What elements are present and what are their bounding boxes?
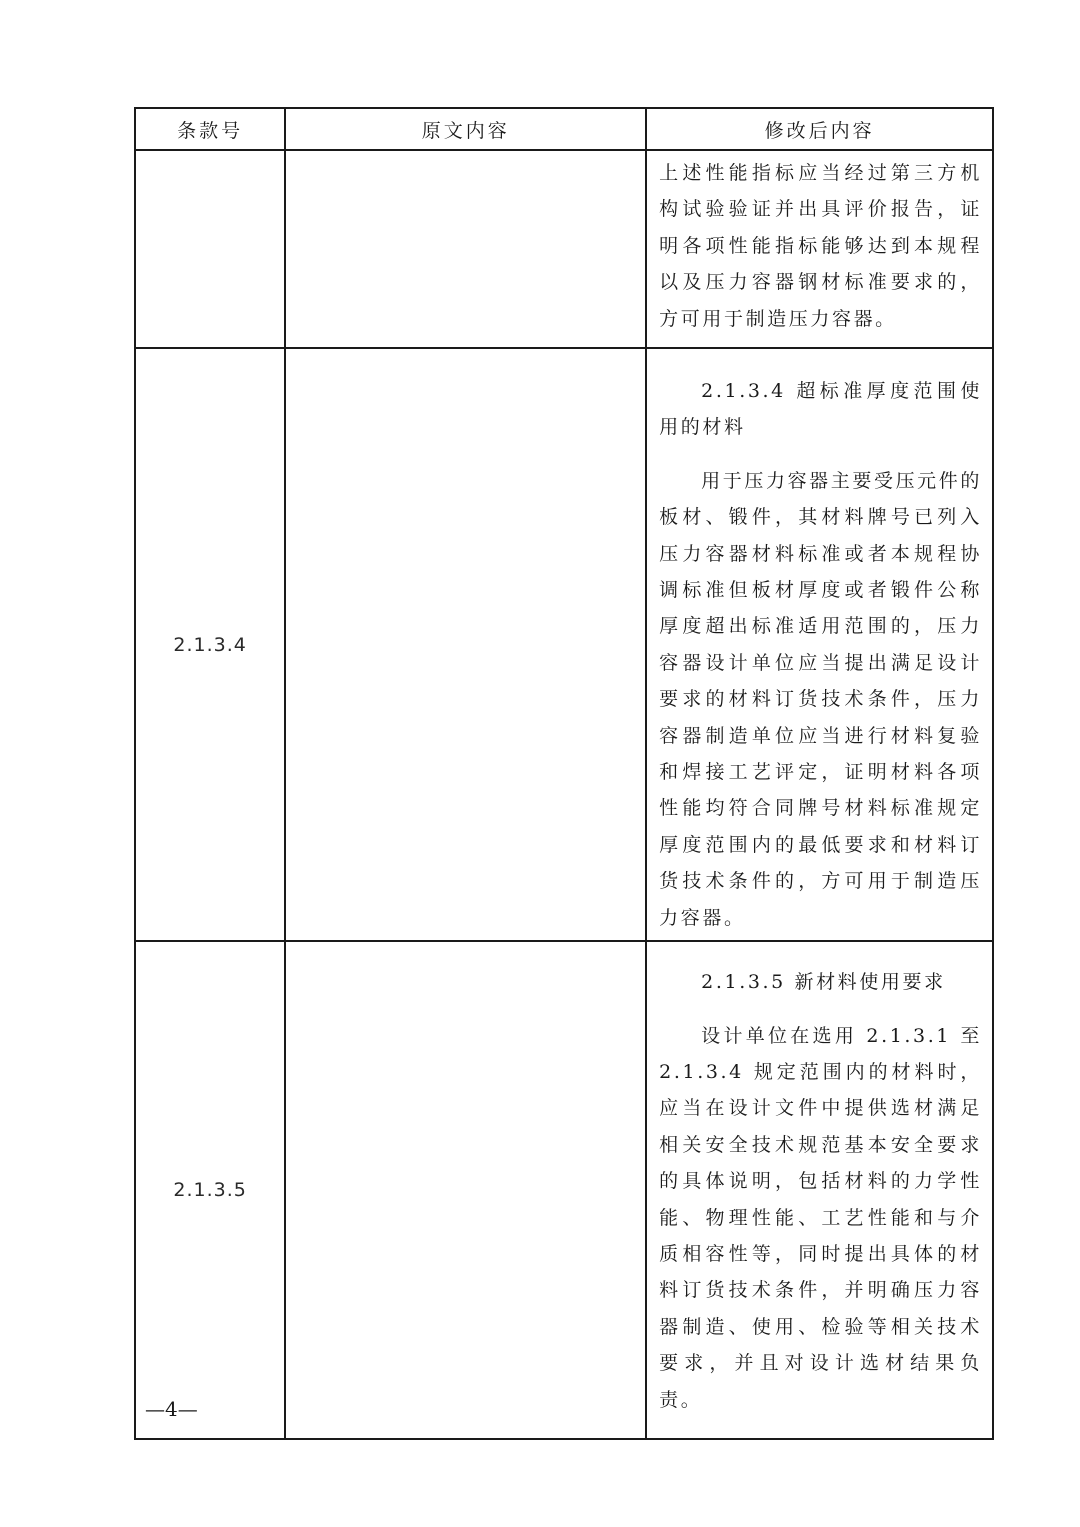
- table-row: [135, 941, 993, 1439]
- comparison-table: [134, 107, 994, 1440]
- clause-cell: 2.1.3.5: [135, 941, 285, 1439]
- clause-cell: [135, 150, 285, 348]
- original-content-cell: [285, 348, 646, 941]
- original-content-cell: [285, 941, 646, 1439]
- modified-paragraph: 用于压力容器主要受压元件的板材、锻件，其材料牌号已列入压力容器材料标准或者本规程协调标准但板材厚度或者锻件公称厚度超出标准适用范围的，压力容器设计单位应当提出满足设计要求的材料订货技术条件，压力容器制造单位应当进行材料复验和焊接工艺评定，证明材料各项性能均符合同牌号材料标准规定厚度范围内的最低要求和材料订货技术条件的，方可用于制造压力容器。: [659, 469, 982, 929]
- modified-section-heading: 2.1.3.4 超标准厚度范围使用的材料: [659, 380, 982, 439]
- modified-content-cell: [646, 941, 993, 1439]
- modified-paragraph: 设计单位在选用 2.1.3.1 至 2.1.3.4 规定范围内的材料时，应当在设计文件中提供选材满足相关安全技术规范基本安全要求的具体说明，包括材料的力学性能、物理性能、工艺性能和与介质相容性等，同时提出具体的材料订货技术条件，并明确压力容器制造、使用、检验等相关技术要求，并且对设计选材结果负责。: [659, 1024, 982, 1411]
- header-clause-number: 条款号: [135, 108, 285, 150]
- page-number: —4—: [145, 1397, 198, 1421]
- header-original-content: 原文内容: [285, 108, 646, 150]
- table-row: [135, 150, 993, 348]
- modified-content-cell: [646, 150, 993, 348]
- original-content-cell: [285, 150, 646, 348]
- table-header-row: [135, 108, 993, 150]
- table-row: [135, 348, 993, 941]
- clause-cell: 2.1.3.4: [135, 348, 285, 941]
- modified-section-heading: 2.1.3.5 新材料使用要求: [701, 971, 946, 994]
- header-modified-content: 修改后内容: [646, 108, 993, 150]
- modified-paragraph: 上述性能指标应当经过第三方机构试验验证并出具评价报告，证明各项性能指标能够达到本规程以及压力容器钢材标准要求的，方可用于制造压力容器。: [659, 162, 982, 330]
- modified-content-cell: [646, 348, 993, 941]
